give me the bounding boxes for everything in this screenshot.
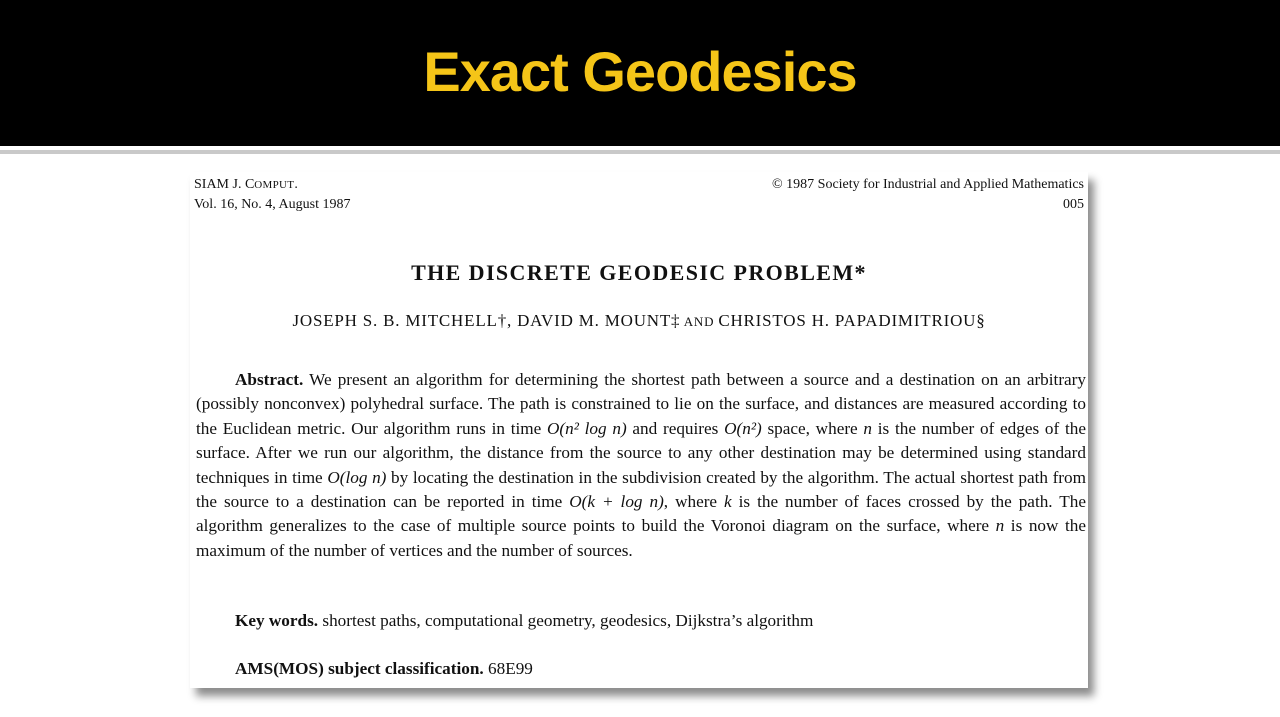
ams-code: 68E99	[483, 659, 533, 678]
abstract	[196, 368, 1086, 563]
math-var-n: n	[863, 418, 873, 438]
keywords-text: shortest paths, computational geometry, geodesics, Dijkstra’s algorithm	[318, 611, 814, 630]
ams-label: AMS(MOS) subject classification.	[235, 659, 484, 678]
abstract-text-8: is now the maximum of the number of vertices and the number of sources.	[196, 516, 1087, 560]
math-time-complexity: O(n² log n)	[547, 418, 627, 438]
abstract-text-1: We present an algorithm for determining the shortest path between a source and a destination on an arbitrary (possibly nonconvex) polyhedral surface. The path is constrained to lie on the surface, and distances are measured according to the Euclidean metric. Our algorithm runs in time	[196, 370, 1086, 438]
authors-last: CHRISTOS H. PAPADIMITRIOU§	[718, 311, 986, 330]
abstract-text-7: is the number of faces crossed by the path. The algorithm generalizes to the case of multiple source points to build the Voronoi diagram on the surface, where	[196, 492, 1086, 536]
article-code: 005	[1063, 197, 1084, 212]
abstract-text-6: , where	[663, 492, 725, 512]
slide-title: Exact Geodesics	[423, 40, 857, 103]
journal-name	[194, 175, 350, 195]
journal-name-smallcaps: OMPUT	[254, 179, 295, 191]
math-var-k: k	[724, 492, 732, 512]
math-space-complexity: O(n²)	[724, 418, 762, 438]
abstract-text-3: space, where	[761, 418, 864, 438]
copyright-header	[772, 175, 1084, 215]
abstract-label: Abstract.	[235, 370, 304, 389]
journal-name-suffix: .	[294, 177, 298, 192]
paper-authors	[190, 312, 1088, 329]
copyright-text: 1987 Society for Industrial and Applied Mathematics	[782, 177, 1084, 192]
abstract-text-4: is the number of edges of the surface. After we run our algorithm, the distance from the source to any other destination may be determined using standard techniques in time	[196, 418, 1086, 487]
paper-excerpt	[190, 172, 1088, 688]
copyright-line	[772, 175, 1084, 195]
math-var-n-2: n	[995, 516, 1005, 536]
authors-and: AND	[680, 314, 719, 329]
math-query-time: O(log n)	[327, 467, 387, 487]
ams-classification	[235, 657, 533, 681]
keywords-label: Key words.	[235, 611, 319, 630]
math-path-report-time: O(k + log n)	[569, 492, 664, 512]
journal-header	[194, 175, 350, 215]
title-divider	[0, 150, 1280, 154]
journal-name-prefix: SIAM J. C	[194, 177, 255, 192]
abstract-paragraph	[196, 368, 1086, 563]
paper-title: THE DISCRETE GEODESIC PROBLEM*	[411, 260, 867, 285]
keywords	[235, 609, 813, 633]
abstract-text-5: by locating the destination in the subdivision created by the algorithm. The actual shortest path from the source to a destination can be reported in time	[196, 467, 1086, 512]
authors-first: JOSEPH S. B. MITCHELL†, DAVID M. MOUNT‡	[292, 311, 681, 330]
journal-volume: Vol. 16, No. 4, August 1987	[194, 197, 351, 212]
copyright-icon: ©	[772, 177, 783, 192]
abstract-text-2: and requires	[626, 418, 725, 438]
